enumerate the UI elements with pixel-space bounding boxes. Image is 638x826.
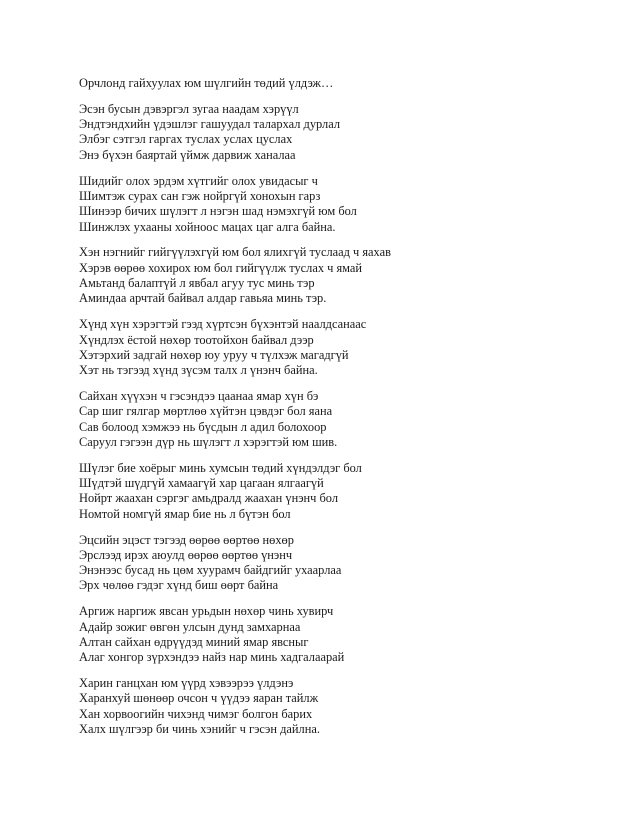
- poem-line: Эцсийн эцэст тэгээд өөрөө өөртөө нөхөр: [79, 532, 294, 547]
- poem-line: Нойрт жаахан сэргэг амьдралд жаахан үнэнч бол: [79, 491, 339, 506]
- stanza: [79, 389, 599, 450]
- poem-line: Шинээр бичих шүлэгт л нэгэн шад нэмэхгүй юм бол: [79, 204, 357, 219]
- poem-title: Орчлонд гайхуулах юм шүлгийн төдий үлдэж…: [79, 76, 334, 90]
- stanza-gap: [79, 91, 599, 102]
- poem-line: Сайхан хүүхэн ч гэсэндээ цаанаа ямар хүн бэ: [79, 389, 319, 404]
- stanza-gap: [79, 307, 599, 318]
- stanza-gap: [79, 666, 599, 677]
- stanza-gap: [79, 235, 599, 246]
- poem-line: Халх шүлгээр би чинь хэнийг ч гэсэн дайлна.: [79, 722, 320, 737]
- stanza-container: [79, 102, 599, 737]
- poem-line: Шүдтэй шүдгүй хамаагүй хар цагаан ялгаагүй: [79, 476, 324, 491]
- stanza-gap: [79, 594, 599, 605]
- stanza: [79, 174, 599, 235]
- stanza-gap: [79, 378, 599, 389]
- stanza: [79, 245, 599, 306]
- stanza: [79, 317, 599, 378]
- poem-line: Эрслээд ирэх аюулд өөрөө өөртөө үнэнч: [79, 547, 293, 562]
- stanza: [79, 102, 599, 163]
- poem-line: Аргиж наргиж явсан урьдын нөхөр чинь хувирч: [79, 604, 334, 619]
- poem-line: Эсэн бусын дэвэргэл зугаа наадам хэрүүл: [79, 101, 299, 116]
- poem-line: Эрх чөлөө гэдэг хүнд биш өөрт байна: [79, 578, 279, 593]
- poem-line: Шүлэг бие хоёрыг минь хумсын төдий хүндэлдэг бол: [79, 460, 362, 475]
- poem-line: Хэн нэгнийг гийгүүлэхгүй юм бол ялихгүй туслаад ч яахав: [79, 245, 391, 260]
- stanza-gap: [79, 450, 599, 461]
- poem-line: Энэ бүхэн баяртай үймж дарвиж ханалаа: [79, 147, 296, 162]
- poem-line: Хэрэв өөрөө хохирох юм бол гийгүүлж туслах ч ямай: [79, 260, 363, 275]
- poem-line: Хэт нь тэгээд хүнд зүсэм талх л үнэнч байна.: [79, 363, 318, 378]
- stanza: [79, 461, 599, 522]
- stanza: [79, 676, 599, 737]
- poem-line: Алаг хонгор зүрхэндээ найз нар минь хадгалаарай: [79, 650, 345, 665]
- poem-line: Харин ганцхан юм үүрд хэвээрээ үлдэнэ: [79, 676, 294, 691]
- poem-line: Элбэг сэтгэл гаргах туслах услах цуслах: [79, 132, 293, 147]
- poem-line: Шидийг олох эрдэм хүтгийг олох увидасыг ч: [79, 173, 318, 188]
- poem-line: Алтан сайхан өдрүүдэд миний ямар явсныг: [79, 634, 309, 649]
- poem-line: Шинжлэх ухааны хойноос мацах цаг алга байна.: [79, 219, 336, 234]
- stanza-gap: [79, 522, 599, 533]
- poem-line: Энэнээс бусад нь цөм хуурамч байдгийг ухаарлаа: [79, 563, 342, 578]
- poem-line: Хан хорвоогийн чихэнд чимэг болгон барих: [79, 706, 313, 721]
- stanza: [79, 604, 599, 665]
- poem-line: Номтой номгүй ямар бие нь л бүтэн бол: [79, 506, 291, 521]
- poem-line: Аминдаа арчтай байвал алдар гавьяа минь тэр.: [79, 291, 327, 306]
- poem-line: Шимтэж сурах сан гэж нойргүй хонохын гарз: [79, 188, 321, 203]
- poem-line: Хүнд хүн хэрэгтэй гээд хүртсэн бүхэнтэй наалдсанаас: [79, 317, 367, 332]
- poem-line: Саруул гэгээн дүр нь шүлэгт л хэрэгтэй юм шив.: [79, 434, 338, 449]
- poem-line: Харанхуй шөнөөр очсон ч үүдээ яаран тайлж: [79, 691, 319, 706]
- poem-line: Эндтэндхийн үдэшлэг гашуудал талархал дурлал: [79, 117, 341, 132]
- poem-line: Хүндлэх ёстой нөхөр тоотойхон байвал дээр: [79, 332, 314, 347]
- poem-line: Сав болоод хэмжээ нь бүсдын л адил болохоор: [79, 419, 327, 434]
- poem-line: Хэтэрхий задгай нөхөр юу уруу ч түлхэж магадгүй: [79, 347, 349, 362]
- stanza: [79, 533, 599, 594]
- stanza-gap: [79, 163, 599, 174]
- poem: [79, 76, 599, 737]
- poem-line: Адайр зожиг өвгөн улсын дунд замхарнаа: [79, 619, 301, 634]
- poem-line: Сар шиг гялгар мөртлөө хүйтэн цэвдэг бол яана: [79, 404, 333, 419]
- poem-line: Амьтанд балаптүй л явбал агуу тус минь тэр: [79, 276, 315, 291]
